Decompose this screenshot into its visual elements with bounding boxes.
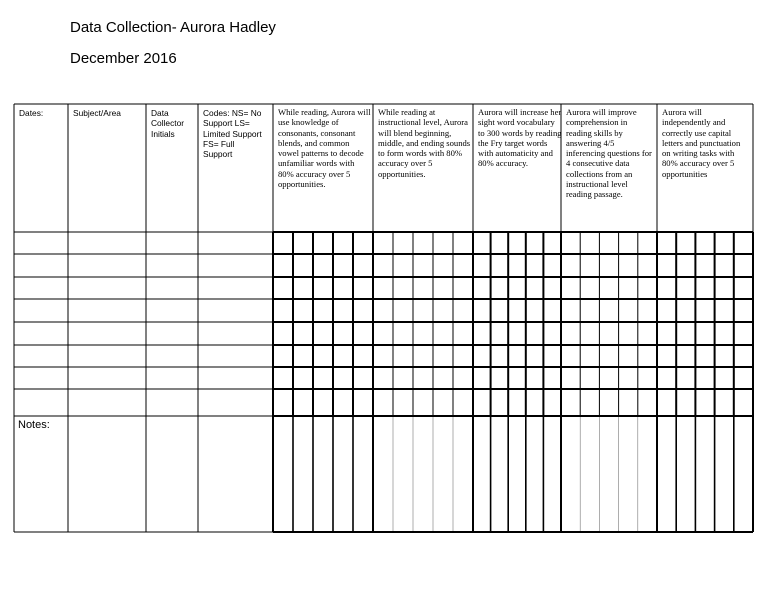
goal-5-description: Aurora will independently and correctly use capital letters and punctuation on writing tasks with 80% accuracy over 5 opportunities xyxy=(662,107,741,179)
goal-4-description: Aurora will improve comprehension in reading skills by answering 4/5 inferencing questions for 4 consecutive data collections from an instructional level reading passage. xyxy=(566,107,652,200)
header-support-codes: Codes: NS= No Support LS= Limited Support FS= Full Support xyxy=(203,108,262,160)
goal-2-description: While reading at instructional level, Aurora will blend beginning, middle, and ending sounds to form words with 80% accuracy over 5 opportunities. xyxy=(378,107,471,179)
goal-1-description: While reading, Aurora will use knowledge of consonants, consonant blends, and common vowel patterns to decode unfamiliar words with 80% accuracy over 5 opportunities. xyxy=(278,107,371,190)
goal-3-description: Aurora will increase her sight word vocabulary to 300 words by reading the Fry target words with automaticity and 80% accuracy. xyxy=(478,107,562,169)
notes-label: Notes: xyxy=(18,419,50,431)
document-title: Data Collection- Aurora Hadley xyxy=(70,19,276,36)
header-subject-area: Subject/Area xyxy=(73,108,121,118)
header-data-collector-initials: Data Collector Initials xyxy=(151,108,185,139)
document-subtitle: December 2016 xyxy=(70,50,177,67)
header-dates: Dates: xyxy=(19,108,44,118)
